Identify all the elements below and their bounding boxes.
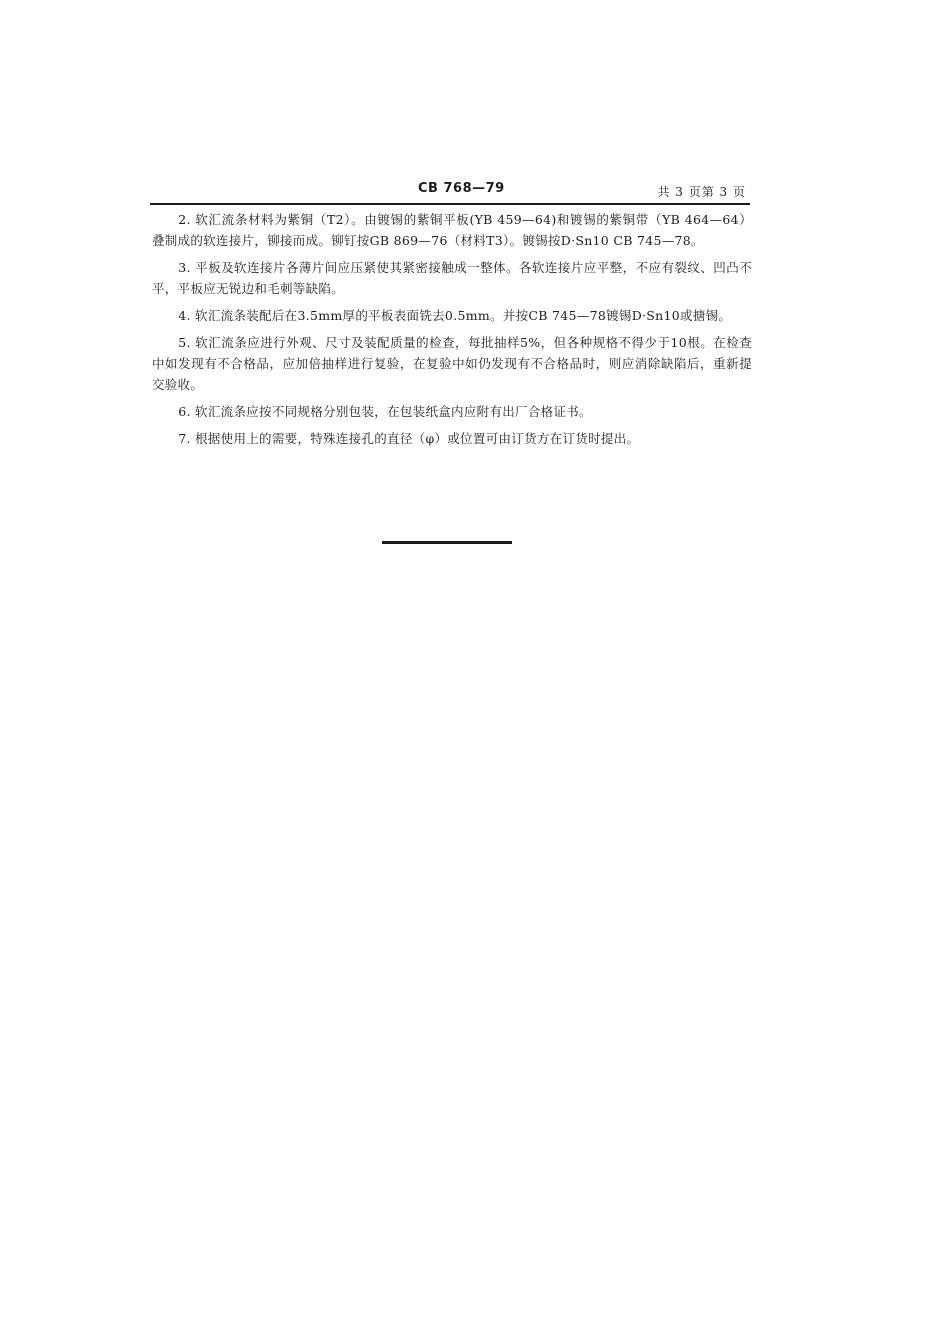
page-header <box>150 181 748 203</box>
clause-2: 2. 软汇流条材料为紫铜（T2）。由镀锡的紫铜平板(YB 459—64)和镀锡的紫铜带（YB 464—64）叠制成的软连接片，铆接而成。铆钉按GB 869—76（材料T3）。镀锡按D·Sn10 CB 745—78。 <box>152 212 752 248</box>
header-rule <box>150 203 750 205</box>
page-info: 共 3 页第 3 页 <box>657 185 746 199</box>
clause-5: 5. 软汇流条应进行外观、尺寸及装配质量的检查，每批抽样5%，但各种规格不得少于10根。在检查中如发现有不合格品，应加倍抽样进行复验，在复验中如仍发现有不合格品时，则应消除缺陷后，重新提交验收。 <box>152 335 752 392</box>
clause-4: 4. 软汇流条装配后在3.5mm厚的平板表面铣去0.5mm。并按CB 745—78镀锡D·Sn10或搪锡。 <box>178 308 732 323</box>
clause-3: 3. 平板及软连接片各薄片间应压紧使其紧密接触成一整体。各软连接片应平整，不应有裂纹、凹凸不平，平板应无锐边和毛刺等缺陷。 <box>152 260 752 296</box>
standard-number: CB 768—79 <box>418 181 505 196</box>
clause-6: 6. 软汇流条应按不同规格分别包装，在包装纸盒内应附有出厂合格证书。 <box>178 404 592 419</box>
clause-7: 7. 根据使用上的需要，特殊连接孔的直径（φ）或位置可由订货方在订货时提出。 <box>178 431 640 446</box>
end-rule <box>382 541 512 544</box>
document-body <box>152 209 752 455</box>
